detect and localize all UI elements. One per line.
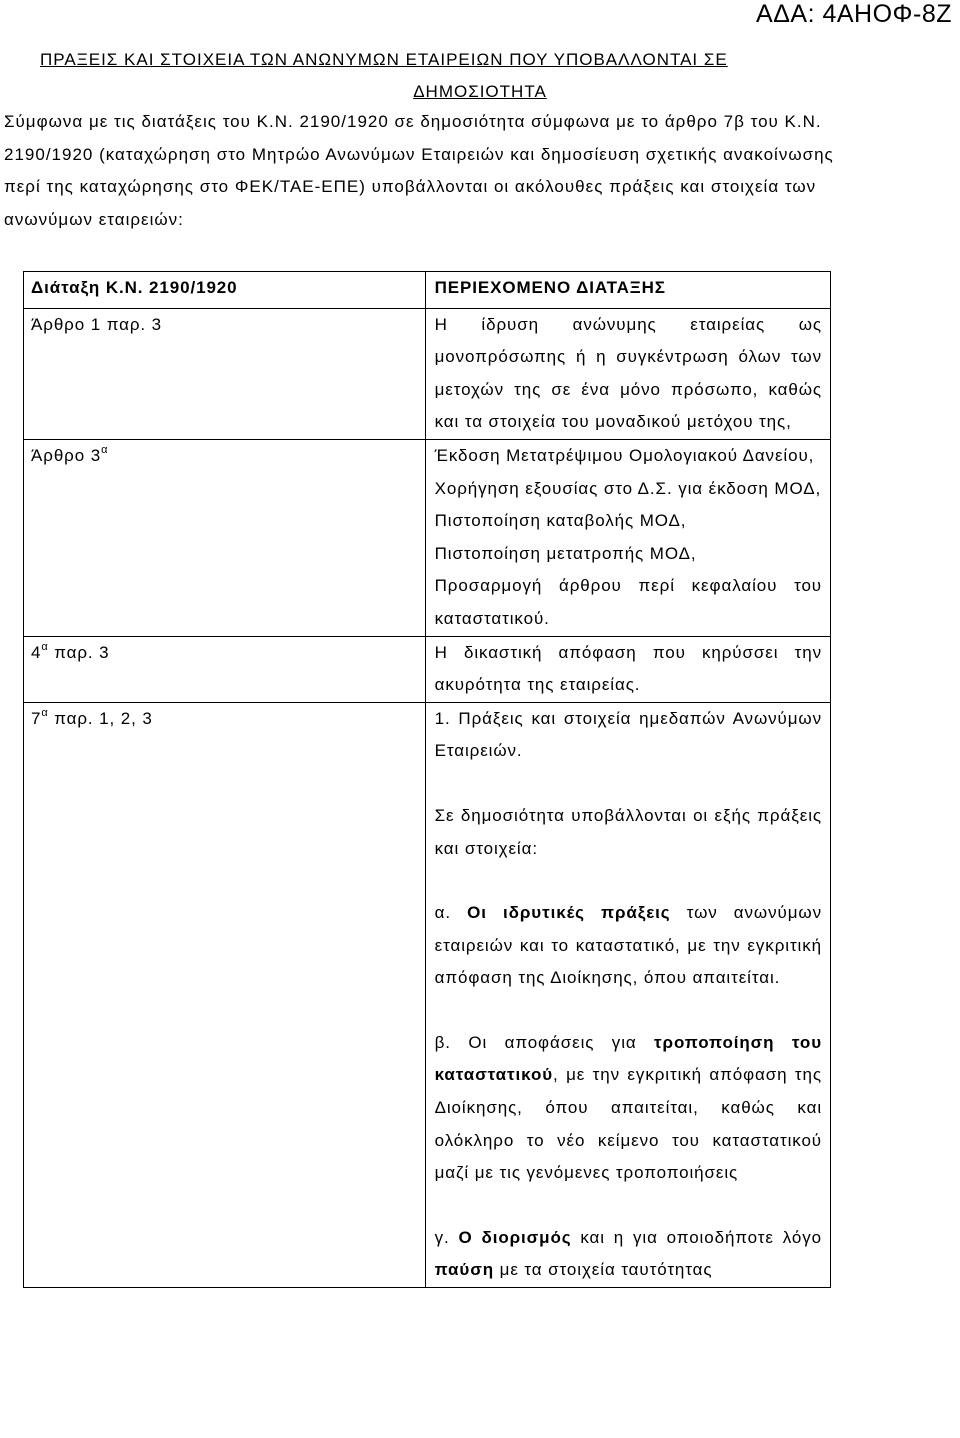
provisions-table [23, 271, 831, 1288]
provision-cell [24, 308, 426, 439]
content-text: Χορήγηση εξουσίας στο Δ.Σ. για έκδοση ΜΟΔ, [434, 478, 822, 498]
content-item-b [435, 1027, 822, 1190]
item-text: , με την εγκριτική απόφαση της Διοίκησης, όπου απαιτείται, καθώς και ολόκληρο το νέο κείμενο του καταστατικού μαζί με τις γενόμενες τροποποιήσεις [434, 1065, 822, 1183]
header-provision: Διάταξη Κ.Ν. 2190/1920 [24, 272, 426, 309]
heading-line-2: ΔΗΜΟΣΙΟΤΗΤΑ [413, 82, 547, 101]
item-bold: Οι ιδρυτικές πράξεις [467, 903, 671, 923]
item-prefix: γ. [434, 1227, 459, 1247]
content-cell [425, 308, 830, 439]
content-cell [425, 702, 830, 1287]
header-content: ΠΕΡΙΕΧΟΜΕΝΟ ΔΙΑΤΑΞΗΣ [425, 272, 830, 309]
table-row [24, 636, 831, 702]
table-row [24, 308, 831, 439]
intro-paragraph: Σύμφωνα με τις διατάξεις του Κ.Ν. 2190/1920 σε δημοσιότητα σύμφωνα με το άρθρο 7β του Κ.Ν. 2190/1920 (καταχώρηση στο Μητρώο Ανωνύμων Εταιρειών και δημοσίευση σχετικής ανακοίνωσης περί της καταχώρησης στο ΦΕΚ/ΤΑΕ-ΕΠΕ) υποβάλλονται οι ακόλουθες πράξεις και στοιχεία των ανωνύμων εταιρειών: [4, 112, 834, 229]
item-prefix: α. [434, 903, 468, 923]
provision-paragraph: παρ. 3 [48, 642, 110, 662]
provision-paragraph: παρ. 1, 2, 3 [48, 708, 153, 728]
item-prefix: β. Οι αποφάσεις για [434, 1032, 655, 1052]
table-row [24, 439, 831, 636]
item-text: και η για οποιοδήποτε λόγο [571, 1227, 822, 1247]
content-text: Έκδοση Μετατρέψιμου Ομολογιακού Δανείου, [434, 445, 815, 465]
content-text: Προσαρμογή άρθρου περί κεφαλαίου του καταστατικού. [434, 576, 822, 628]
content-item-a [435, 897, 822, 995]
table-row [24, 702, 831, 1287]
provision-label: Άρθρο 1 παρ. 3 [31, 314, 162, 334]
provision-superscript: α [41, 640, 49, 653]
heading-line-1: ΠΡΑΞΕΙΣ ΚΑΙ ΣΤΟΙΧΕΙΑ ΤΩΝ ΑΝΩΝΥΜΩΝ ΕΤΑΙΡΕΙΩΝ ΠΟΥ ΥΠΟΒΑΛΛΟΝΤΑΙ ΣΕ [40, 50, 728, 69]
item-bold: παύση [434, 1260, 495, 1280]
item-text: με τα στοιχεία ταυτότητας [494, 1260, 713, 1280]
provision-label: Άρθρο 3 [31, 445, 102, 465]
ada-code: ΑΔΑ: 4ΑΗΟΦ-8Ζ [756, 0, 952, 28]
provision-superscript: α [101, 443, 109, 456]
content-cell [425, 439, 830, 636]
item-text: των ανωνύμων εταιρειών και το καταστατικό, με την εγκριτική απόφαση της Διοίκησης, όπου απαιτείται. [434, 903, 822, 988]
provision-cell [24, 439, 426, 636]
content-text: Η ίδρυση ανώνυμης εταιρείας ως μονοπρόσωπης ή η συγκέντρωση όλων των μετοχών της σε ένα μόνο πρόσωπο, καθώς και τα στοιχεία του μοναδικού μετόχου της, [434, 314, 822, 432]
content-text: 1. Πράξεις και στοιχεία ημεδαπών Ανωνύμων Εταιρειών. [434, 708, 822, 761]
provision-superscript: α [41, 706, 49, 719]
content-text: Πιστοποίηση καταβολής ΜΟΔ, [434, 511, 687, 531]
document-heading [40, 44, 920, 108]
provision-cell [24, 702, 426, 1287]
item-bold: Ο διορισμός [458, 1227, 572, 1247]
provision-cell [24, 636, 426, 702]
content-item-c [435, 1222, 822, 1287]
content-text: Πιστοποίηση μετατροπής ΜΟΔ, [434, 543, 697, 563]
content-cell [425, 636, 830, 702]
provision-label: 7 [31, 708, 42, 728]
item-bold: τροποποίηση του καταστατικού [434, 1032, 822, 1085]
content-text: Σε δημοσιότητα υποβάλλονται οι εξής πράξεις και στοιχεία: [434, 805, 822, 858]
content-text: Η δικαστική απόφαση που κηρύσσει την ακυρότητα της εταιρείας. [434, 642, 822, 695]
provision-label: 4 [31, 642, 42, 662]
table-header-row [24, 272, 831, 309]
